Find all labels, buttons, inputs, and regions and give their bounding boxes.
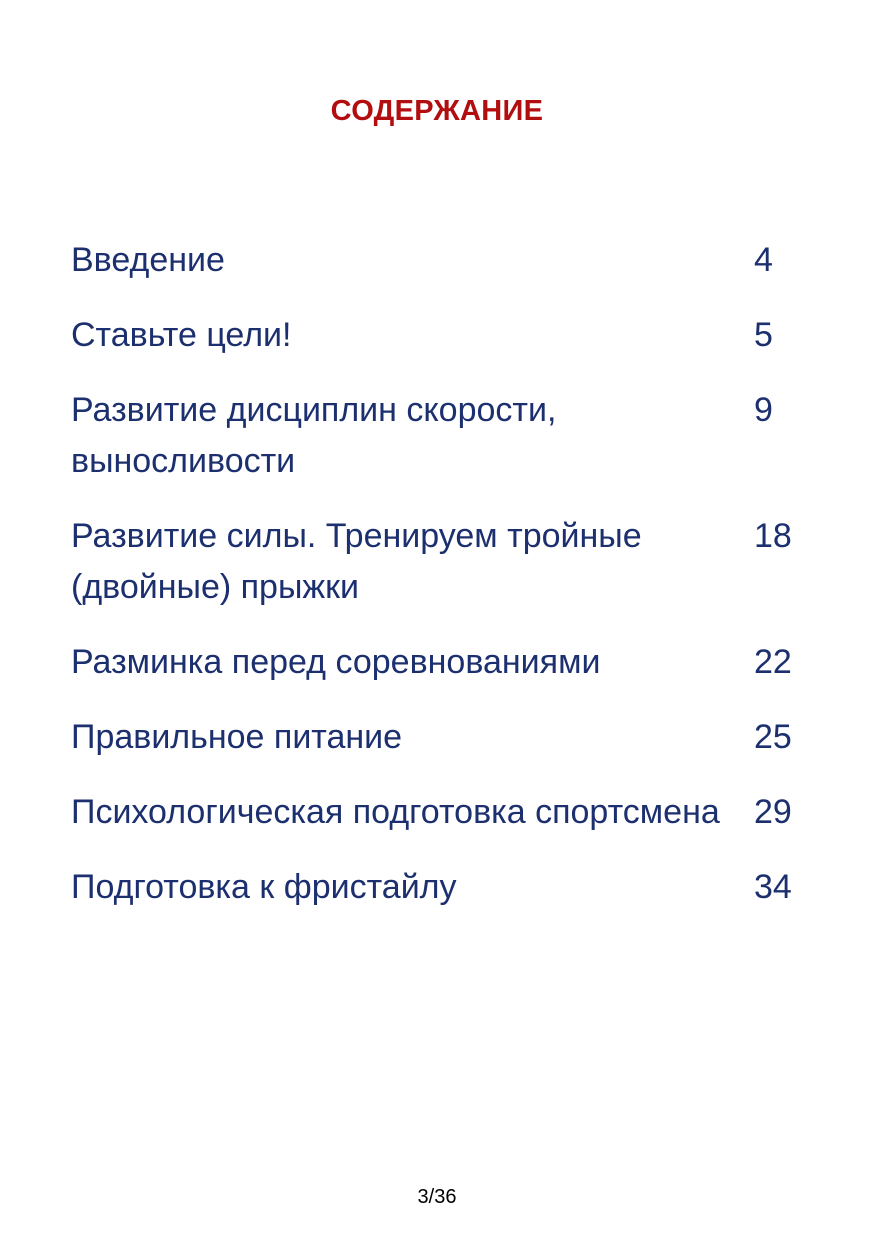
toc-entry-title: Развитие дисциплин скорости, выносливости <box>71 391 557 480</box>
toc-list <box>71 235 811 937</box>
toc-heading: СОДЕРЖАНИЕ <box>330 95 544 127</box>
toc-entry <box>71 511 811 613</box>
page-number: 3/36 <box>417 1186 457 1208</box>
toc-entry <box>71 310 811 361</box>
toc-entry <box>71 637 811 688</box>
toc-entry-page: 9 <box>754 391 773 429</box>
toc-entry <box>71 235 811 286</box>
toc-entry-page: 25 <box>754 718 792 756</box>
toc-entry-page: 4 <box>754 241 773 279</box>
toc-entry-page: 29 <box>754 793 792 831</box>
toc-entry-title: Ставьте цели! <box>71 316 292 354</box>
toc-entry <box>71 385 811 487</box>
toc-entry-title: Психологическая подготовка спортсмена <box>71 793 720 831</box>
toc-entry-title: Подготовка к фристайлу <box>71 868 457 906</box>
toc-entry <box>71 862 811 913</box>
toc-entry-page: 5 <box>754 316 773 354</box>
toc-entry-page: 18 <box>754 517 792 555</box>
toc-entry <box>71 712 811 763</box>
toc-entry-title: Введение <box>71 241 225 279</box>
toc-entry-title: Разминка перед соревнованиями <box>71 643 601 681</box>
toc-entry-title: Развитие силы. Тренируем тройные (двойные) прыжки <box>71 517 642 606</box>
toc-entry-page: 22 <box>754 643 792 681</box>
toc-entry-page: 34 <box>754 868 792 906</box>
toc-entry-title: Правильное питание <box>71 718 403 756</box>
toc-entry <box>71 787 811 838</box>
